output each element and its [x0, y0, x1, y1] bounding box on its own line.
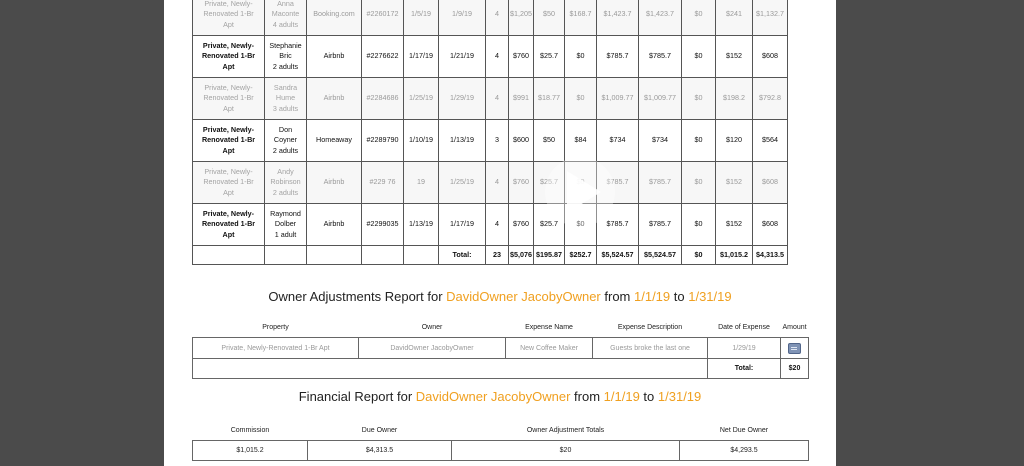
reservation-commission: $152: [715, 36, 752, 78]
reservation-channel: Booking.com: [307, 0, 362, 36]
col-commission: Commission: [193, 420, 308, 441]
reservation-due: $785.7: [638, 204, 681, 246]
heading-end-date: 1/31/19: [657, 389, 702, 404]
reservation-commission: $152: [715, 204, 752, 246]
reservation-code: #229 76: [362, 162, 404, 204]
total-nights: 23: [486, 246, 509, 265]
play-icon[interactable]: [545, 157, 615, 227]
reservation-checkin: 1/17/19: [404, 36, 439, 78]
reservation-row: [193, 162, 788, 204]
reservation-refund: $0: [681, 36, 715, 78]
reservation-checkout: 1/29/19: [439, 78, 486, 120]
reservation-checkin: 1/5/19: [404, 0, 439, 36]
col-expense-description: Expense Description: [617, 324, 683, 331]
reservation-code: #2276622: [362, 36, 404, 78]
reservation-due: $785.7: [638, 162, 681, 204]
guest-line: 3 adults: [272, 103, 299, 113]
heading-end-date: 1/31/19: [688, 289, 732, 304]
heading-owner: DavidOwner JacobyOwner: [415, 389, 571, 404]
reservation-commission: $198.2: [715, 78, 752, 120]
guest-line: Stephanie: [269, 40, 302, 50]
reservation-fees: $25.7: [533, 36, 564, 78]
property-line: Private, Newly-: [202, 208, 255, 218]
adjustment-expense-name: New Coffee Maker: [506, 338, 593, 359]
guest-line: Bric: [279, 51, 292, 61]
owner-adjustments-heading: [164, 289, 836, 304]
reservation-total: $785.7: [596, 36, 638, 78]
property-line: Apt: [222, 61, 235, 71]
property-line: Private, Newly-: [202, 124, 255, 134]
due-owner-value: $4,313.5: [308, 441, 452, 461]
reservation-property: [193, 204, 265, 246]
adjustment-total-label: Total:: [708, 359, 781, 379]
reservation-total: $1,423.7: [596, 0, 638, 36]
left-backdrop: [0, 0, 164, 466]
col-amount: Amount: [782, 324, 807, 331]
reservation-total: $734: [596, 120, 638, 162]
owner-adjustment-total-value: $20: [452, 441, 680, 461]
reservation-nights: 4: [486, 204, 509, 246]
reservation-row: [193, 204, 788, 246]
reservation-checkin: 19: [404, 162, 439, 204]
reservation-nights: 3: [486, 120, 509, 162]
property-line: Private, Newly-: [204, 82, 253, 92]
adjustment-total-row: [193, 359, 809, 379]
video-play-button[interactable]: [545, 157, 615, 227]
reservation-row: [193, 0, 788, 36]
financial-report-heading: [164, 389, 836, 404]
col-owner: Owner: [421, 324, 443, 331]
reservation-fees: $50: [533, 0, 564, 36]
guest-line: Maconte: [271, 9, 300, 19]
reservation-owner: $564: [752, 120, 787, 162]
guest-line: Anna: [277, 0, 294, 8]
reservation-owner: $792.8: [752, 78, 787, 120]
col-expense-name: Expense Name: [525, 324, 573, 331]
reservation-owner: $608: [752, 36, 787, 78]
reservation-property: [193, 36, 265, 78]
heading-from: from: [570, 389, 604, 404]
property-line: Renovated 1-Br: [201, 51, 256, 61]
guest-line: Sandra: [273, 82, 298, 92]
col-date-of-expense: Date of Expense: [718, 324, 770, 331]
property-line: Renovated 1-Br: [201, 135, 256, 145]
total-taxes: $252.7: [564, 246, 596, 265]
financial-values-row: [193, 441, 809, 461]
total-fees: $195.87: [533, 246, 564, 265]
reservations-total-row: [193, 246, 788, 265]
reservation-guest: [265, 36, 307, 78]
reservation-code: #2284686: [362, 78, 404, 120]
guest-line: 2 adults: [272, 61, 299, 71]
reservation-due: $1,423.7: [638, 0, 681, 36]
financial-report-table: [192, 420, 809, 461]
reservation-row: [193, 120, 788, 162]
total-refund: $0: [681, 246, 715, 265]
adjustment-row: [193, 338, 809, 359]
reservation-owner: $1,132.7: [752, 0, 787, 36]
property-line: Apt: [223, 187, 234, 197]
adjustment-date: 1/29/19: [708, 338, 781, 359]
reservation-property: [193, 0, 265, 36]
reservation-checkout: 1/17/19: [439, 204, 486, 246]
total-label: Total:: [439, 246, 486, 265]
property-line: Renovated 1-Br: [201, 219, 256, 229]
property-line: Private, Newly-: [202, 40, 255, 50]
reservation-rent: $991: [509, 78, 534, 120]
reservation-nights: 4: [486, 0, 509, 36]
reservation-row: [193, 36, 788, 78]
reservation-guest: [265, 120, 307, 162]
reservation-owner: $608: [752, 204, 787, 246]
owner-adjustments-table: [192, 318, 809, 379]
heading-start-date: 1/1/19: [603, 389, 640, 404]
reservation-taxes: $84: [564, 120, 596, 162]
reservation-refund: $0: [681, 78, 715, 120]
adjustment-total-value: $20: [781, 359, 809, 379]
reservation-fees: $50: [533, 120, 564, 162]
reservation-rent: $760: [509, 36, 534, 78]
property-line: Renovated 1-Br: [203, 93, 254, 103]
heading-prefix: Financial Report for: [298, 389, 416, 404]
reservation-nights: 4: [486, 36, 509, 78]
col-property: Property: [262, 324, 289, 331]
reservation-code: #2299035: [362, 204, 404, 246]
reservation-code: #2260172: [362, 0, 404, 36]
right-backdrop: [836, 0, 1024, 466]
reservation-checkin: 1/13/19: [404, 204, 439, 246]
guest-line: Andy: [277, 166, 294, 176]
reservation-checkout: 1/13/19: [439, 120, 486, 162]
reservation-rent: $760: [509, 204, 534, 246]
reservation-checkout: 1/21/19: [439, 36, 486, 78]
heading-to: to: [639, 389, 658, 404]
property-line: Private, Newly-: [204, 0, 253, 8]
guest-line: Dolber: [274, 219, 297, 229]
guest-line: Robinson: [270, 177, 301, 187]
reservation-fees: $25.7: [533, 204, 564, 246]
heading-start-date: 1/1/19: [634, 289, 671, 304]
reservation-guest: [265, 204, 307, 246]
reservation-owner: $608: [752, 162, 787, 204]
total-due: $5,524.57: [638, 246, 681, 265]
property-line: Renovated 1-Br: [203, 9, 254, 19]
reservation-checkin: 1/25/19: [404, 78, 439, 120]
guest-line: 1 adult: [274, 229, 297, 239]
reservation-due: $1,009.77: [638, 78, 681, 120]
reservation-due: $734: [638, 120, 681, 162]
guest-line: Don: [278, 124, 293, 134]
col-due-owner: Due Owner: [308, 420, 452, 441]
commission-value: $1,015.2: [193, 441, 308, 461]
total-total: $5,524.57: [596, 246, 638, 265]
reservation-channel: Airbnb: [307, 162, 362, 204]
reservation-checkout: 1/25/19: [439, 162, 486, 204]
total-owner: $4,313.5: [752, 246, 787, 265]
reservation-taxes: $0: [564, 78, 596, 120]
reservation-property: [193, 162, 265, 204]
receipt-icon[interactable]: [788, 343, 801, 354]
guest-line: 2 adults: [272, 187, 299, 197]
property-line: Private, Newly-: [204, 166, 253, 176]
property-line: Apt: [222, 229, 235, 239]
reservation-channel: Airbnb: [307, 36, 362, 78]
adjustment-description: Guests broke the last one: [593, 338, 708, 359]
reservation-commission: $241: [715, 0, 752, 36]
reservation-rent: $1,205: [509, 0, 534, 36]
reservation-guest: [265, 78, 307, 120]
adjustment-owner: DavidOwner JacobyOwner: [359, 338, 506, 359]
total-rent: $5,076: [509, 246, 534, 265]
reservation-commission: $120: [715, 120, 752, 162]
guest-line: 2 adults: [272, 145, 299, 155]
reservation-refund: $0: [681, 0, 715, 36]
property-line: Renovated 1-Br: [203, 177, 254, 187]
adjustment-property: Private, Newly-Renovated 1-Br Apt: [193, 338, 359, 359]
col-net-due-owner: Net Due Owner: [680, 420, 809, 441]
net-due-owner-value: $4,293.5: [680, 441, 809, 461]
reservation-channel: Airbnb: [307, 78, 362, 120]
reservation-checkout: 1/9/19: [439, 0, 486, 36]
reservation-taxes: $0: [564, 204, 596, 246]
property-line: Apt: [223, 103, 234, 113]
reservation-refund: $0: [681, 162, 715, 204]
reservation-channel: Airbnb: [307, 204, 362, 246]
reservation-total: $1,009.77: [596, 78, 638, 120]
reservation-fees: $25.7: [533, 162, 564, 204]
col-owner-adjustment-totals: Owner Adjustment Totals: [452, 420, 680, 441]
reservation-nights: 4: [486, 78, 509, 120]
reservation-taxes: $0: [564, 36, 596, 78]
guest-line: 4 adults: [272, 19, 299, 29]
reservation-due: $785.7: [638, 36, 681, 78]
reservation-guest: [265, 0, 307, 36]
total-commission: $1,015.2: [715, 246, 752, 265]
report-page: [164, 0, 836, 466]
heading-to: to: [670, 289, 689, 304]
guest-line: Raymond: [270, 208, 301, 218]
reservation-taxes: $168.7: [564, 0, 596, 36]
reservation-commission: $152: [715, 162, 752, 204]
property-line: Apt: [223, 19, 234, 29]
reservation-rent: $760: [509, 162, 534, 204]
heading-owner: DavidOwner JacobyOwner: [446, 289, 601, 304]
reservation-refund: $0: [681, 204, 715, 246]
reservation-rent: $600: [509, 120, 534, 162]
reservation-channel: Homeaway: [307, 120, 362, 162]
guest-line: Hume: [275, 93, 296, 103]
reservation-guest: [265, 162, 307, 204]
reservation-fees: $18.77: [533, 78, 564, 120]
heading-prefix: Owner Adjustments Report for: [268, 289, 447, 304]
reservation-row: [193, 78, 788, 120]
reservation-refund: $0: [681, 120, 715, 162]
guest-line: Coyner: [273, 135, 298, 145]
reservation-total: $785.7: [596, 204, 638, 246]
reservation-property: [193, 120, 265, 162]
reservation-total: $785.7: [596, 162, 638, 204]
adjustment-amount[interactable]: [781, 338, 809, 359]
property-line: Apt: [222, 145, 235, 155]
heading-from: from: [600, 289, 634, 304]
reservations-table: [192, 0, 788, 265]
reservation-checkin: 1/10/19: [404, 120, 439, 162]
reservation-nights: 4: [486, 162, 509, 204]
reservation-property: [193, 78, 265, 120]
reservation-code: #2289790: [362, 120, 404, 162]
